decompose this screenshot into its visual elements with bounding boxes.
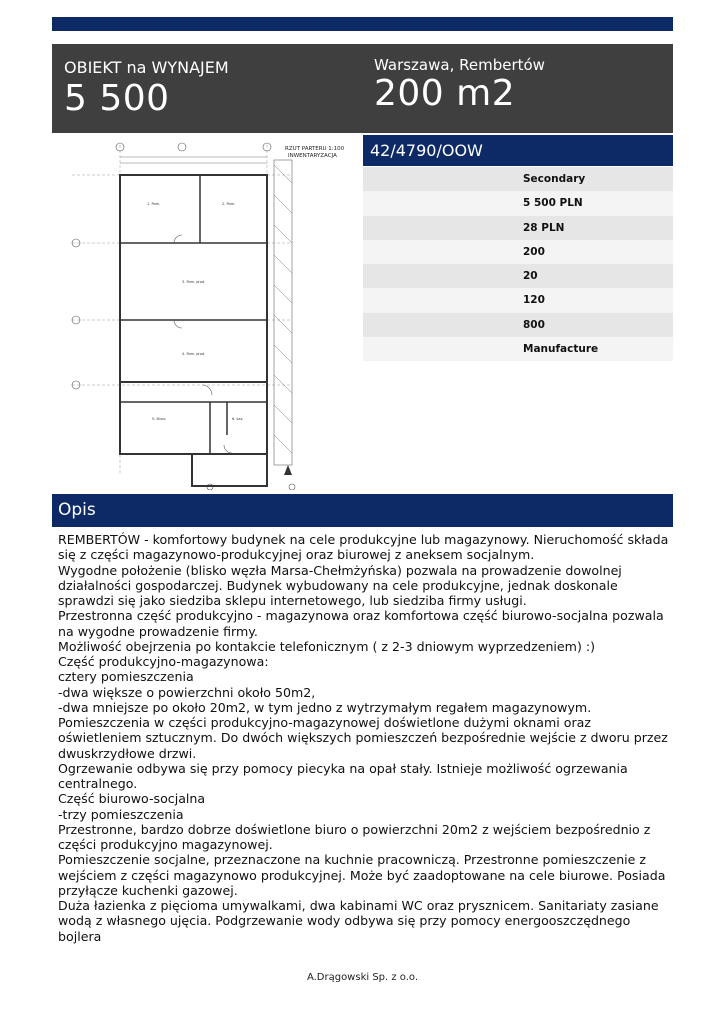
description-paragraph: cztery pomieszczenia <box>58 669 194 685</box>
description-paragraph: Część produkcyjno-magazynowa: <box>58 654 269 669</box>
param-area: 200 <box>363 240 673 264</box>
description-paragraph: -dwa większe o powierzchni około 50m2, <box>58 684 316 700</box>
param-market: Secondary <box>363 167 673 191</box>
plan-title: RZUT PARTERU 1:100 <box>285 146 345 152</box>
floor-plan-image[interactable] <box>52 135 357 490</box>
top-accent-bar <box>52 17 673 31</box>
description-paragraph: Ogrzewanie odbywa się przy pomocy piecyka na opał stały. Istnieje możliwość ogrzewania centralnego. <box>58 760 628 791</box>
description-paragraph: Przestronna część produkcyjno - magazynowa oraz komfortowa część biurowo-socjalna pozwala na wygodne prowadzenie firmy. <box>58 608 664 639</box>
listing-header <box>52 44 673 133</box>
description-paragraph: -dwa mniejsze po około 20m2, w tym jedno z wytrzymałym regałem magazynowym. <box>58 699 592 715</box>
description-paragraph: Przestronne, bardzo dobrze doświetlone biuro o powierzchni 20m2 z wejściem bezpośrednio z części produkcyjno magazynowej. <box>58 821 651 852</box>
param-price: 5 500 PLN <box>363 191 673 215</box>
location-label: Warszawa, Rembertów <box>374 56 545 74</box>
param-property-type: Manufacture <box>363 337 673 361</box>
description-paragraph: Pomieszczenia w części produkcyjno-magazynowej doświetlone dużymi oknami oraz oświetleniem sztucznym. Do dwóch większych pomieszczeń bezpośrednie wejście z dworu przez dwuskrzydłowe drzwi. <box>58 715 668 761</box>
description-paragraph: Możliwość obejrzenia po kontakcie telefonicznym ( z 2-3 dniowym wyprzedzeniem) :) <box>58 638 596 654</box>
footer-company: A.Drągowski Sp. z o.o. <box>306 972 419 983</box>
parameters-table <box>363 167 673 361</box>
price-value: 5 500 <box>64 78 170 119</box>
description-body <box>58 532 670 944</box>
description-heading: Opis <box>52 494 673 527</box>
plan-subtitle: INWENTARYZACJA <box>288 153 337 159</box>
description-paragraph: REMBERTÓW - komfortowy budynek na cele produkcyjne lub magazynowy. Nieruchomość składa się z części magazynowo-produkcyjnej oraz biurowej z aneksem socjalnym. <box>58 532 669 563</box>
description-paragraph: Pomieszczenie socjalne, przeznaczone na kuchnie pracowniczą. Przestronne pomieszczenie z wejściem z części magazynowo produkcyjnej. Może być zaadoptowane na cele biurowe. Posiada przyłącze kuchenki gazowej. <box>58 852 666 898</box>
area-value: 200 m2 <box>374 73 516 114</box>
param-value-7: 800 <box>363 313 673 337</box>
description-paragraph: Część biurowo-socjalna <box>58 791 206 807</box>
description-paragraph: Duża łazienka z pięcioma umywalkami, dwa kabinami WC oraz prysznicem. Sanitariaty zasiane wodą z własnego ujęcia. Podgrzewanie wody odbywa się przy pomocy energooszczędnego bojlera <box>58 898 659 944</box>
svg-text:4. Pom. prod.: 4. Pom. prod. <box>182 352 206 356</box>
description-paragraph: -trzy pomieszczenia <box>58 806 184 822</box>
svg-text:5. Biuro: 5. Biuro <box>152 417 166 421</box>
offer-type-label: OBIEKT na WYNAJEM <box>64 58 229 77</box>
param-value-6: 120 <box>363 288 673 312</box>
reference-number: 42/4790/OOW <box>363 135 673 166</box>
description-paragraph: Wygodne położenie (blisko węzła Marsa-Chełmżyńska) pozwala na prowadzenie dowolnej działalności gospodarczej. Budynek wybudowany na cele produkcyjne, jednak doskonale sprawdzi się jako siedziba sklepu internetowego, lub siedziba firmy usługi. <box>58 562 622 608</box>
svg-text:2. Pom.: 2. Pom. <box>222 202 236 206</box>
svg-text:1. Pom.: 1. Pom. <box>147 202 161 206</box>
svg-text:3. Pom. prod.: 3. Pom. prod. <box>182 280 206 284</box>
svg-text:6. Łaz.: 6. Łaz. <box>232 417 244 421</box>
param-value-5: 20 <box>363 264 673 288</box>
param-price-per-m2: 28 PLN <box>363 216 673 240</box>
